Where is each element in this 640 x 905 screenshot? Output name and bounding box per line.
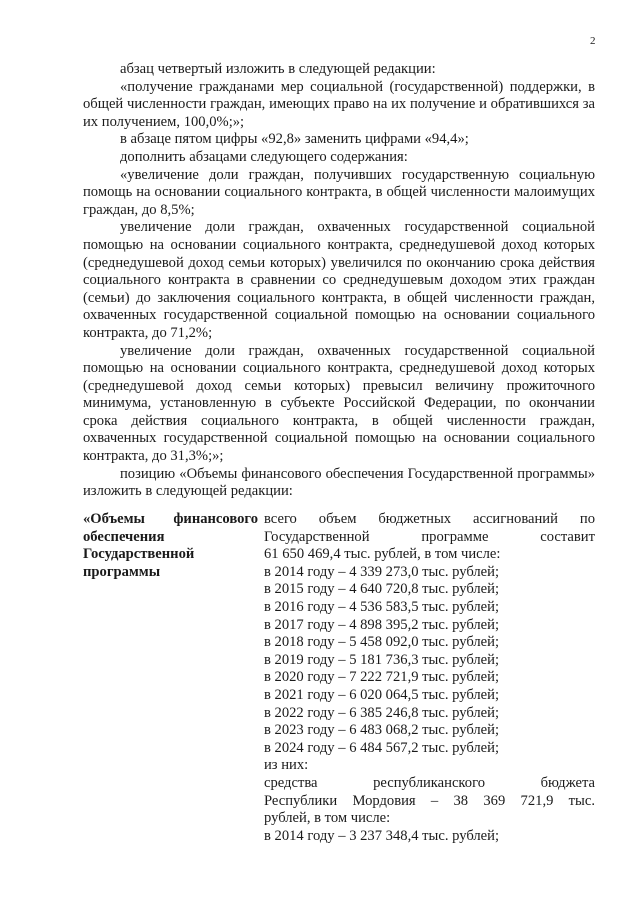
finance-year-line: в 2019 году – 5 181 736,3 тыс. рублей;	[264, 651, 500, 668]
finance-source-line: рублей, в том числе:	[264, 810, 391, 827]
finance-of-them: из них:	[264, 757, 309, 774]
finance-values	[264, 511, 595, 845]
paragraph-7: увеличение доли граждан, охваченных государственной социальной помощью на основании социального контракта, среднедушевой доход которых (среднедушевой доход семьи которых) превысил величину прожиточного минимума, установленную в субъекте Российской Федерации, по окончании срока действия социального контракта, в общей численности граждан, охваченных государственной социальной помощью на основании социального контракта, до 31,3%;»;	[83, 342, 595, 465]
finance-total: 61 650 469,4 тыс. рублей, в том числе:	[264, 546, 501, 563]
paragraph-4: дополнить абзацами следующего содержания:	[120, 148, 408, 165]
finance-year-line: в 2015 году – 4 640 720,8 тыс. рублей;	[264, 581, 500, 598]
paragraph-3: в абзаце пятом цифры «92,8» заменить цифрами «94,4»;	[120, 131, 469, 148]
finance-year-line: в 2014 году – 4 339 273,0 тыс. рублей;	[264, 563, 500, 580]
finance-year-line: в 2023 году – 6 483 068,2 тыс. рублей;	[264, 722, 500, 739]
paragraph-8: позицию «Объемы финансового обеспечения Государственной программы» изложить в следующей редакции:	[83, 465, 595, 500]
finance-year-line: в 2024 году – 6 484 567,2 тыс. рублей;	[264, 739, 500, 756]
finance-year-line: в 2020 году – 7 222 721,9 тыс. рублей;	[264, 669, 500, 686]
finance-intro-line: всего объем бюджетных ассигнований по	[264, 511, 595, 527]
paragraph-1: абзац четвертый изложить в следующей редакции:	[120, 61, 436, 77]
finance-year-line: в 2021 году – 6 020 064,5 тыс. рублей;	[264, 686, 500, 703]
finance-label	[83, 511, 258, 581]
finance-year-line: в 2016 году – 4 536 583,5 тыс. рублей;	[264, 598, 500, 615]
finance-label-line: программы	[83, 563, 161, 580]
finance-label-line: обеспечения	[83, 528, 165, 545]
paragraph-5: «увеличение доли граждан, получивших государственную социальную помощь на основании социального контракта, в общей численности малоимущих граждан, до 8,5%;	[83, 166, 595, 218]
finance-year-line: в 2022 году – 6 385 246,8 тыс. рублей;	[264, 704, 500, 721]
finance-source-year-line: в 2014 году – 3 237 348,4 тыс. рублей;	[264, 827, 500, 844]
finance-source-line: Республики Мордовия – 38 369 721,9 тыс.	[264, 792, 595, 809]
finance-year-line: в 2017 году – 4 898 395,2 тыс. рублей;	[264, 616, 500, 633]
page-number: 2	[590, 35, 596, 47]
finance-year-line: в 2018 году – 5 458 092,0 тыс. рублей;	[264, 634, 500, 651]
paragraph-6: увеличение доли граждан, охваченных государственной социальной помощью на основании социального контракта, среднедушевой доход которых (среднедушевой доход семьи которых) увеличился по окончанию срока действия социального контракта в сравнении со среднедушевым доходом этих граждан (семьи) до заключения социального контракта, в общей численности граждан, охваченных государственной социальной помощью на основании социального контракта, до 71,2%;	[83, 219, 595, 341]
document-body	[83, 61, 595, 501]
finance-label-line: Государственной	[83, 546, 195, 563]
finance-intro-line: Государственной программе составит	[264, 528, 595, 545]
paragraph-2: «получение гражданами мер социальной (государственной) поддержки, в общей численности граждан, имеющих право на их получение и обратившихся за их получением, 100,0%;»;	[83, 78, 595, 130]
finance-source-line: средства республиканского бюджета	[264, 774, 595, 791]
finance-label-line: «Объемы финансового	[83, 511, 258, 527]
